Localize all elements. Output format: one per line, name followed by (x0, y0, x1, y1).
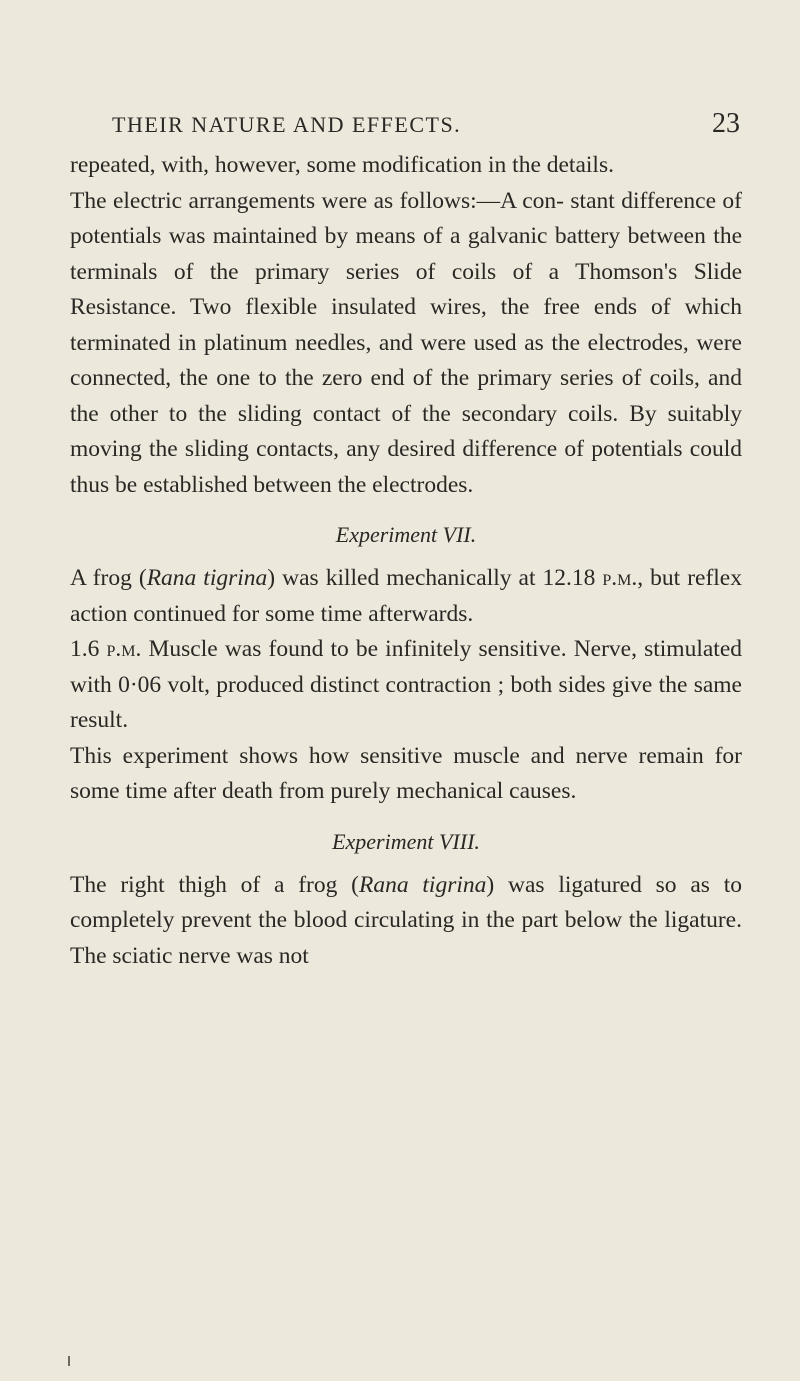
text-segment: , but reflex action continued for some time afterwards. (70, 565, 742, 627)
experiment-vii-paragraph-2 (70, 632, 742, 739)
print-speck (68, 1356, 70, 1366)
text-segment: ) was killed mechanically at 12.18 (267, 565, 603, 591)
text-segment: Muscle was found to be infinitely sensitive. Nerve, stimulated with 0·06 volt, produced distinct contraction ; both sides give the same result. (70, 636, 743, 733)
paragraph-electric-arrangements: The electric arrangements were as follows:—A con- stant difference of potentials was maintained by means of a galvanic battery between the terminals of the primary series of coils of a Thomson's Slide Resistance. Two flexible insulated wires, the free ends of which terminated in platinum needles, and were used as the electrodes, were connected, the one to the zero end of the primary series of coils, and the other to the sliding contact of the secondary coils. By suitably moving the sliding contacts, any desired difference of potentials could thus be established between the electrodes. (70, 187, 742, 498)
text-segment: The right thigh of a frog ( (70, 871, 359, 898)
text-segment: A frog ( (70, 565, 147, 591)
experiment-vii-heading: Experiment VII. (335, 522, 477, 547)
species-name: Rana tigrina (146, 565, 268, 591)
running-title: THEIR NATURE AND EFFECTS. (112, 112, 462, 137)
experiment-viii-paragraph-1 (70, 868, 742, 975)
species-name: Rana tigrina (358, 871, 487, 898)
running-head (70, 98, 742, 138)
experiment-vii-paragraph-3: This experiment shows how sensitive muscle and nerve remain for some time after death from purely mechanical causes. (70, 742, 742, 804)
paragraph-continuation: repeated, with, however, some modification in the details. (70, 152, 614, 178)
text-segment: ) was ligatured so as to completely prevent the blood circulating in the part below the ligature. The sciatic nerve was not (70, 871, 742, 969)
page-number: 23 (712, 108, 740, 139)
time-suffix: p.m. (106, 636, 142, 662)
time-value: 1.6 (70, 636, 107, 662)
experiment-vii-paragraph-1 (70, 561, 742, 632)
experiment-viii-heading: Experiment VIII. (332, 828, 480, 854)
time-suffix: p.m. (602, 565, 638, 591)
